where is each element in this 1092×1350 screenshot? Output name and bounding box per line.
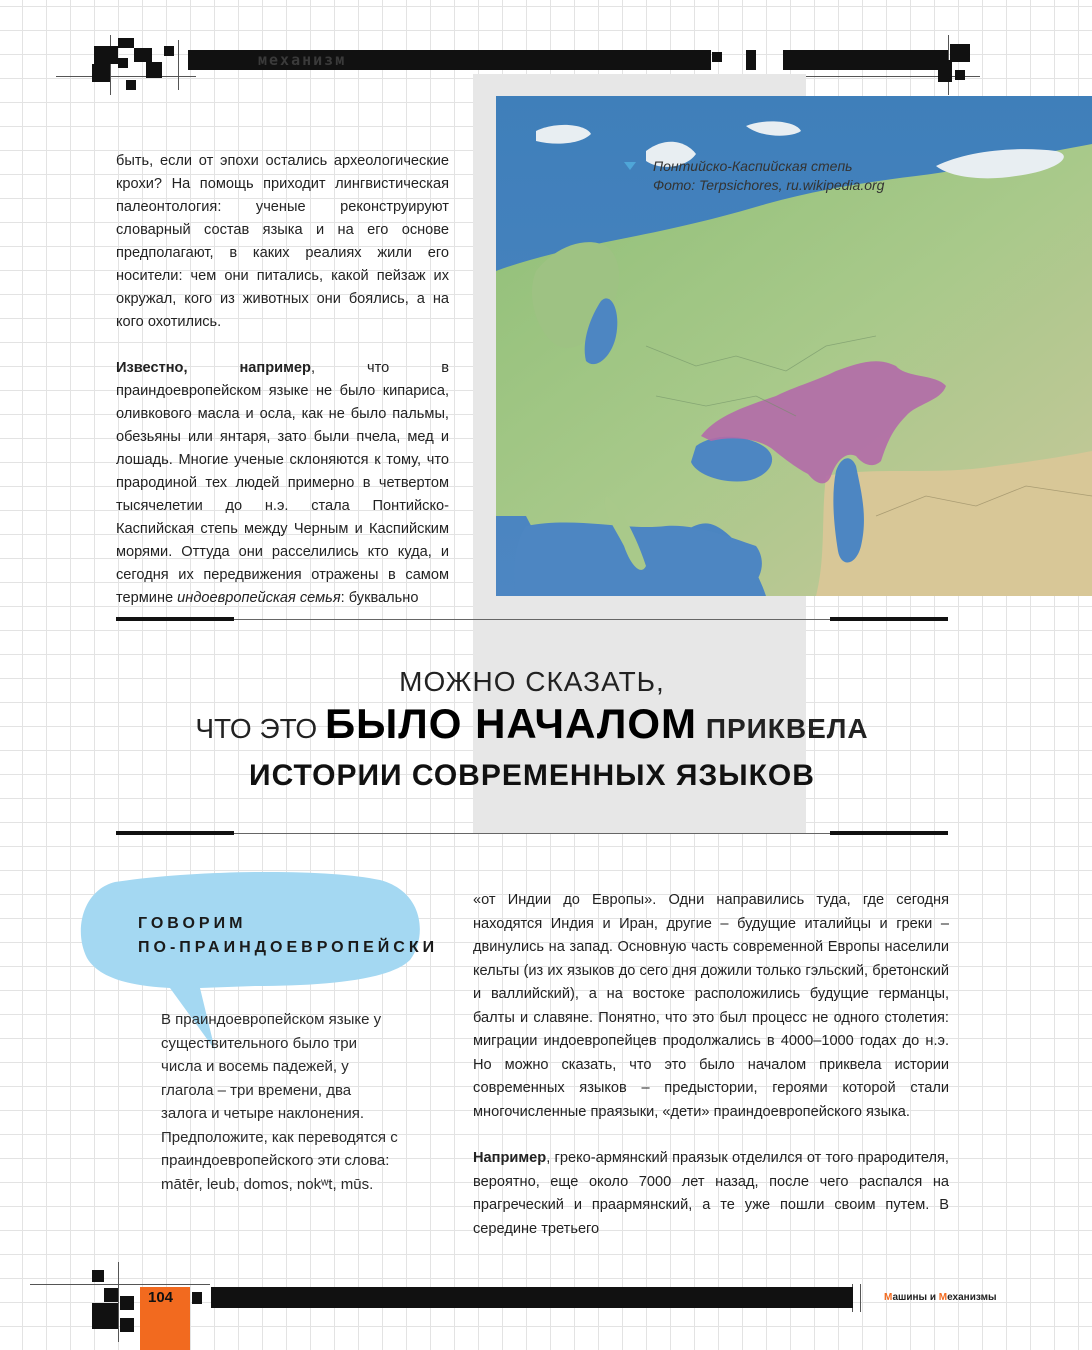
- sidebar-text: В праиндоевропейском языке у существительного было три числа и восемь падежей, у глагола – три времени, два залога и четыре наклонения. Предположите, как переводятся с праиндоевропейского эти слова: mātēr, leub, domos, nokʷt, mūs.: [161, 1011, 398, 1193]
- header-bar-right: [783, 50, 948, 70]
- paragraph-lead: Известно, например: [116, 360, 311, 376]
- page-number: 104: [148, 1289, 174, 1306]
- sidebar-title: ГОВОРИМ ПО-ПРАИНДОЕВРОПЕЙСКИ: [138, 915, 439, 956]
- paragraph-lead: Например: [473, 1150, 547, 1166]
- term-italic: индоевропейская семья: [177, 590, 341, 606]
- pull-quote-line-3: ИСТОРИИ СОВРЕМЕННЫХ ЯЗЫКОВ: [249, 759, 815, 792]
- paragraph: Например, греко-армянский праязык отделился от того прародителя, вероятно, еще около 7000 лет назад, после чего распался на прагреческий и праармянский, а те уже пошли своим путем. В середине третьего: [473, 1150, 949, 1237]
- magazine-name: Машины и Механизмы: [884, 1292, 997, 1303]
- paragraph: «от Индии до Европы». Одни направились туда, где сегодня находятся Индия и Иран, другие – будущие италийцы и греки – двинулись на запад. Основную часть современной Европы населили кельты (из их языков до сего дня дожили только гэльский, бретонский и валлийский), а на востоке расположились будущие германцы, балты и славяне. Понятно, что это был процесс не одного столетия: миграции индоевропейцев продолжались в 4000–1000 годах до н.э. Но можно сказать, что это было началом приквела истории современных языков – предыстории, героями которой стали многочисленные праязыки, «дети» праиндоевропейского языка.: [473, 892, 949, 1120]
- paragraph: Известно, например, что в праиндоевропейском языке не было кипариса, оливкового масла и осла, как не было пальмы, обезьяны или янтаря, зато были пчела, мед и лошадь. Многие ученые склоняются к тому, что прародиной тех людей примерно в четвертом тысячелетии до н.э. стала Понтийско-Каспийская степь между Черным и Каспийским морями. Оттуда они расселились кто куда, и сегодня их передвижения отражены в самом термине индоевропейская семья: буквально: [116, 360, 449, 606]
- pull-quote-line-1: МОЖНО СКАЗАТЬ,: [399, 666, 665, 697]
- map-caption-credit: Фото: Terpsichores, ru.wikipedia.org: [653, 177, 885, 193]
- section-label: механизм: [258, 51, 347, 69]
- left-column-text: [116, 150, 449, 633]
- header-bar-segment: [746, 50, 756, 70]
- caption-pointer-icon: [624, 162, 636, 170]
- right-column-text: [473, 889, 949, 1264]
- footer-bar: [211, 1287, 853, 1308]
- pull-quote-line-2: ЧТО ЭТО БЫЛО НАЧАЛОМ ПРИКВЕЛА: [195, 700, 869, 747]
- paragraph: быть, если от эпохи остались археологические крохи? На помощь приходит лингвистическая палеонтология: ученые реконструируют словарный состав языка и на его основе предполагают, в каких реалиях жили его носители: чем они питались, какой пейзаж их окружал, кого из животных они боялись, а на кого охотились.: [116, 153, 449, 330]
- pull-quote-emphasis: БЫЛО НАЧАЛОМ: [324, 700, 698, 747]
- map-caption-title: Понтийско-Каспийская степь: [653, 158, 853, 174]
- map-caption: [653, 157, 884, 195]
